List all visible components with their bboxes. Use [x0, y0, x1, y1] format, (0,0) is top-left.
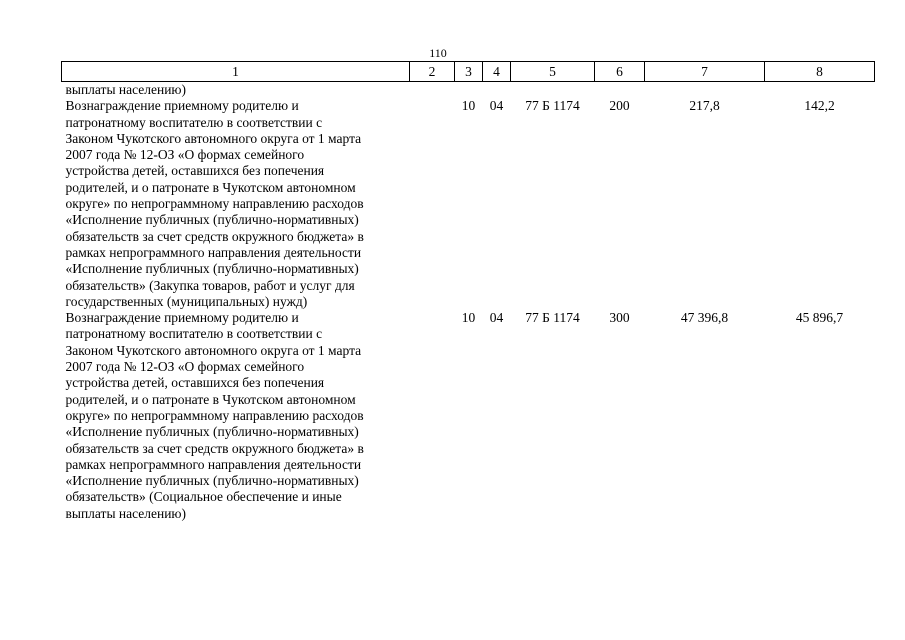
cell-subsection	[483, 82, 511, 99]
description-line: обязательств за счет средств окружного бюджета» в	[65, 228, 364, 244]
cell-section: 10	[461, 310, 476, 326]
cell-subsection: 04	[489, 98, 504, 114]
cell-amount-2	[765, 82, 875, 99]
cell-target-article	[511, 82, 595, 99]
cell-amount-2: 45 896,7	[795, 310, 844, 326]
description-line: обязательств» (Социальное обеспечение и иные	[65, 489, 342, 505]
cell-amount-1: 47 396,8	[680, 310, 729, 326]
table-row	[62, 310, 875, 522]
description-line: обязательств» (Закупка товаров, работ и услуг для	[65, 277, 355, 293]
description-line: «Исполнение публичных (публично-нормативных)	[65, 212, 359, 228]
cell-section	[455, 82, 483, 99]
description-line: Законом Чукотского автономного округа от 1 марта	[65, 342, 362, 358]
header-col-1: 1	[62, 62, 410, 82]
header-col-4: 4	[483, 62, 511, 82]
cell-target-article: 77 Б 1174	[525, 310, 580, 326]
cell-expense-type	[595, 82, 645, 99]
description-line: выплаты населению)	[65, 82, 187, 97]
cell-amount-2: 142,2	[804, 98, 835, 114]
header-col-3: 3	[455, 62, 483, 82]
cell-col-2	[410, 310, 455, 522]
row-description	[62, 98, 410, 310]
description-line: устройства детей, оставшихся без попечения	[65, 375, 325, 391]
description-line: «Исполнение публичных (публично-нормативных)	[65, 261, 359, 277]
row-description	[62, 310, 410, 522]
description-line: рамках непрограммного направления деятельности	[65, 456, 362, 472]
description-line: Вознаграждение приемному родителю и	[65, 310, 299, 326]
row-description	[62, 82, 410, 99]
header-col-7: 7	[645, 62, 765, 82]
cell-amount-1: 217,8	[689, 98, 720, 114]
header-row	[62, 62, 875, 82]
header-col-8: 8	[765, 62, 875, 82]
description-line: патронатному воспитателю в соответствии с	[65, 326, 323, 342]
cell-expense-type: 300	[609, 310, 630, 326]
cell-subsection: 04	[489, 310, 504, 326]
description-line: родителей, и о патронате в Чукотском автономном	[65, 391, 356, 407]
header-col-6: 6	[595, 62, 645, 82]
description-line: «Исполнение публичных (публично-нормативных)	[65, 473, 359, 489]
header-col-5: 5	[511, 62, 595, 82]
table-row	[62, 98, 875, 310]
description-line: 2007 года № 12-ОЗ «О формах семейного	[65, 359, 305, 375]
description-line: округе» по непрограммному направлению расходов	[65, 407, 364, 423]
header-col-2: 2	[410, 62, 455, 82]
cell-amount-1	[645, 82, 765, 99]
description-line: выплаты населению)	[65, 505, 187, 521]
page-number: 110	[429, 46, 447, 60]
description-line: рамках непрограммного направления деятельности	[65, 244, 362, 260]
description-line: устройства детей, оставшихся без попечения	[65, 163, 325, 179]
cell-col-2	[410, 98, 455, 310]
budget-table	[61, 61, 875, 522]
cell-col-2	[410, 82, 455, 99]
description-line: Вознаграждение приемному родителю и	[65, 98, 299, 114]
description-line: «Исполнение публичных (публично-нормативных)	[65, 424, 359, 440]
description-line: родителей, и о патронате в Чукотском автономном	[65, 179, 356, 195]
description-line: Законом Чукотского автономного округа от 1 марта	[65, 130, 362, 146]
description-line: обязательств за счет средств окружного бюджета» в	[65, 440, 364, 456]
description-line: 2007 года № 12-ОЗ «О формах семейного	[65, 147, 305, 163]
description-line: округе» по непрограммному направлению расходов	[65, 196, 364, 212]
description-line: государственных (муниципальных) нужд)	[65, 293, 308, 309]
cell-expense-type: 200	[609, 98, 630, 114]
cell-section: 10	[461, 98, 476, 114]
table-row	[62, 82, 875, 99]
cell-target-article: 77 Б 1174	[525, 98, 580, 114]
description-line: патронатному воспитателю в соответствии с	[65, 114, 323, 130]
